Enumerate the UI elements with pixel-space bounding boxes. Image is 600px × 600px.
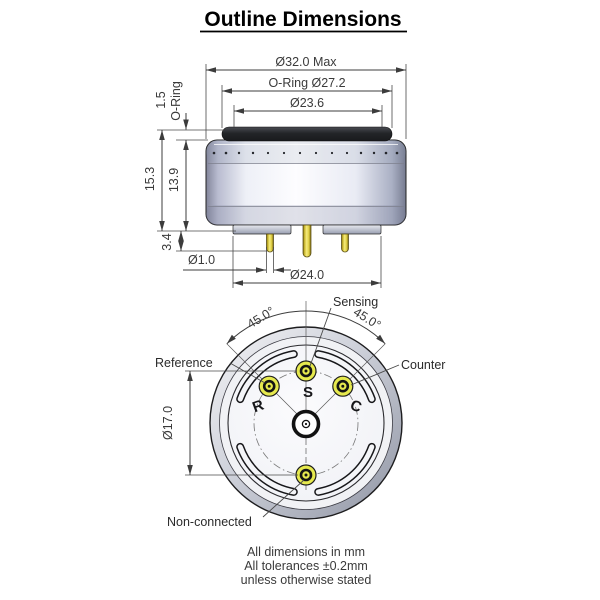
label-reference: Reference: [155, 356, 213, 370]
label-sensing: Sensing: [333, 295, 379, 309]
body-top-cap-band: [206, 140, 406, 163]
page-title: Outline Dimensions: [204, 8, 402, 31]
angle-label-right: 45.0°: [350, 304, 384, 333]
base-tab-left: [233, 225, 291, 234]
dim-outer-diameter: Ø32.0 Max: [275, 55, 337, 69]
center-hole: [294, 412, 319, 437]
dim-oring-height: 1.5: [154, 91, 168, 109]
angle-label-left: 45.0°: [244, 303, 278, 332]
notes-block: [241, 545, 372, 587]
letter-counter: C: [347, 396, 364, 417]
pin-center: [303, 225, 311, 257]
base-tab-right: [323, 225, 381, 234]
dim-top-diameter: Ø23.6: [289, 96, 325, 110]
dim-overall-height: 15.3: [143, 166, 157, 192]
pin-right: [342, 234, 349, 252]
bottom-view: [155, 295, 445, 529]
label-counter: Counter: [401, 358, 446, 372]
pin-non-connected: [296, 465, 316, 485]
dim-pin-diameter: Ø1.0: [188, 253, 216, 267]
pin-sensing: [296, 361, 316, 381]
dim-body-height: 13.9: [167, 167, 181, 193]
label-non-connected: Non-connected: [167, 515, 252, 529]
pin-left: [267, 234, 274, 252]
pin-counter: [333, 376, 353, 396]
side-view: [143, 55, 406, 288]
letter-reference: R: [250, 396, 267, 417]
dim-base-diameter: Ø24.0: [289, 268, 325, 282]
body-bottom-band: [206, 205, 406, 225]
note-line-1: All dimensions in mm: [246, 545, 366, 559]
pin-reference: [259, 376, 279, 396]
dim-oring-diameter: O-Ring Ø27.2: [268, 76, 346, 90]
dim-pin-circle-diameter: Ø17.0: [161, 405, 175, 441]
dim-oring-height-label: O-Ring: [169, 81, 183, 121]
note-line-3: unless otherwise stated: [240, 573, 372, 587]
dim-pin-protrusion: 3.4: [160, 233, 174, 251]
o-ring: [222, 127, 392, 141]
note-line-2: All tolerances ±0.2mm: [244, 559, 368, 573]
letter-sensing: S: [302, 384, 314, 401]
